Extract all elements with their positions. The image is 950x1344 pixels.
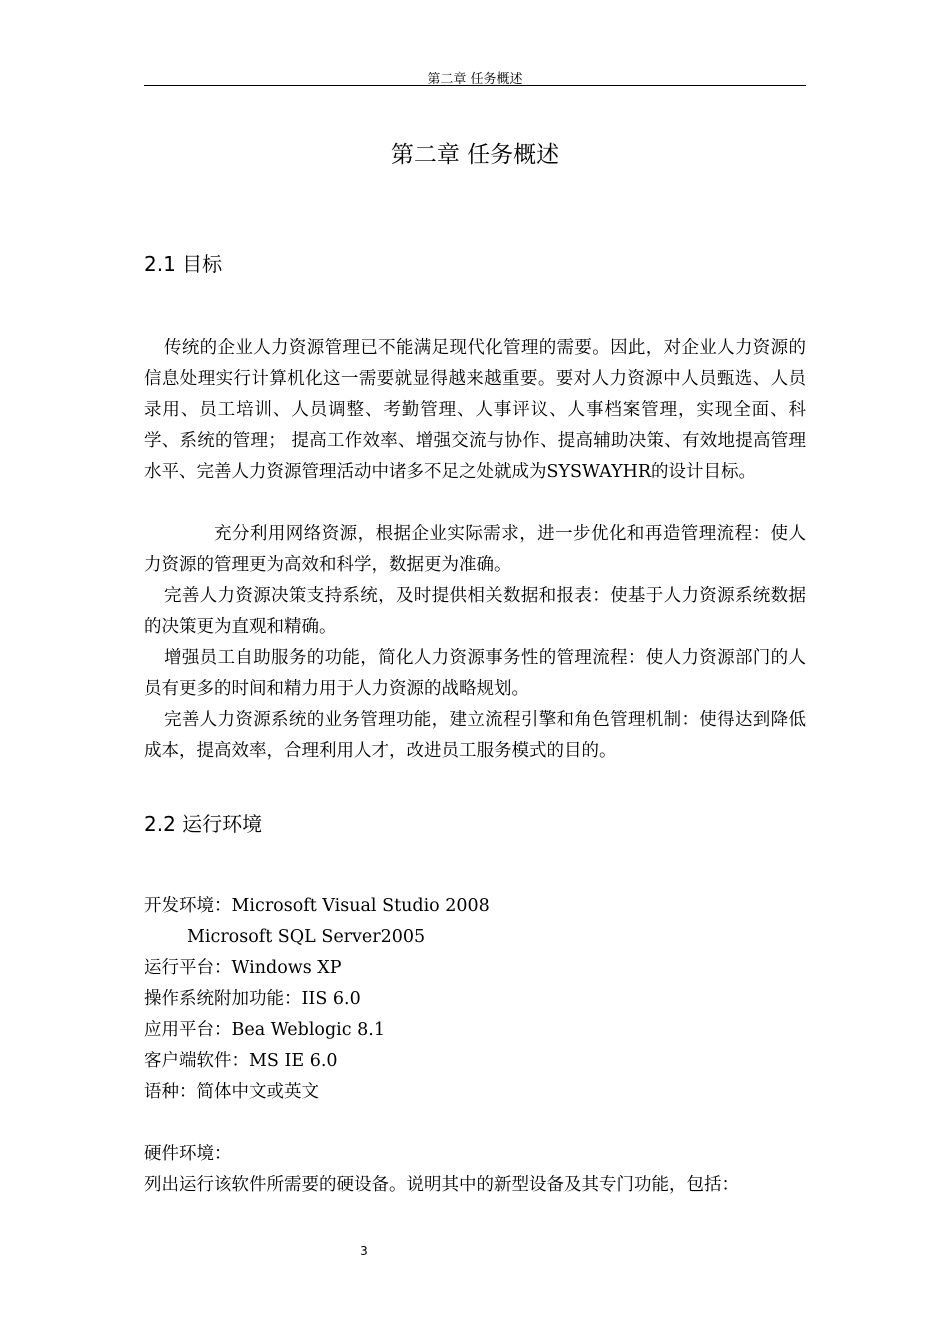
- page-header: 第二章 任务概述: [427, 72, 523, 87]
- goals-paragraph-1: 传统的企业人力资源管理已不能满足现代化管理的需要。因此，对企业人力资源的信息处理实行计算机化这一需要就显得越来越重要。要对人力资源中人员甄选、人员录用、员工培训、人员调整、考勤管理、人事评议、人事档案管理，实现全面、科学、系统的管理； 提高工作效率、增强交流与协作、提高辅助决策、有效地提高管理水平、完善人力资源管理活动中诸多不足之处就成为SYSWAYHR的设计目标。: [144, 338, 806, 482]
- env-app-platform-line: 应用平台：Bea Weblogic 8.1: [144, 1020, 385, 1040]
- goals-paragraph-3: 完善人力资源决策支持系统，及时提供相关数据和报表：使基于人力资源系统数据的决策更为直观和精确。: [144, 586, 806, 637]
- hardware-label: 硬件环境：: [144, 1144, 232, 1164]
- env-db-line: Microsoft SQL Server2005: [187, 927, 426, 947]
- section-heading-goals: 2.1 目标: [144, 252, 223, 276]
- env-client-line: 客户端软件：MS IE 6.0: [144, 1051, 338, 1071]
- env-platform-line: 运行平台：Windows XP: [144, 958, 342, 978]
- section-heading-environment: 2.2 运行环境: [144, 812, 263, 836]
- chapter-title: 第二章 任务概述: [390, 142, 560, 168]
- env-dev-line: 开发环境：Microsoft Visual Studio 2008: [144, 896, 490, 916]
- page-number: 3: [360, 1244, 368, 1258]
- goals-paragraph-5: 完善人力资源系统的业务管理功能，建立流程引擎和角色管理机制：使得达到降低成本，提高效率，合理利用人才，改进员工服务模式的目的。: [144, 710, 806, 761]
- header-rule: [144, 85, 806, 86]
- hardware-description: 列出运行该软件所需要的硬设备。说明其中的新型设备及其专门功能，包括：: [144, 1175, 739, 1195]
- goals-paragraph-4: 增强员工自助服务的功能，简化人力资源事务性的管理流程：使人力资源部门的人员有更多的时间和精力用于人力资源的战略规划。: [144, 648, 806, 699]
- env-os-addon-line: 操作系统附加功能：IIS 6.0: [144, 989, 361, 1009]
- goals-paragraph-2: 充分利用网络资源，根据企业实际需求，进一步优化和再造管理流程：使人力资源的管理更为高效和科学，数据更为准确。: [144, 524, 806, 575]
- env-language-line: 语种：简体中文或英文: [144, 1082, 319, 1102]
